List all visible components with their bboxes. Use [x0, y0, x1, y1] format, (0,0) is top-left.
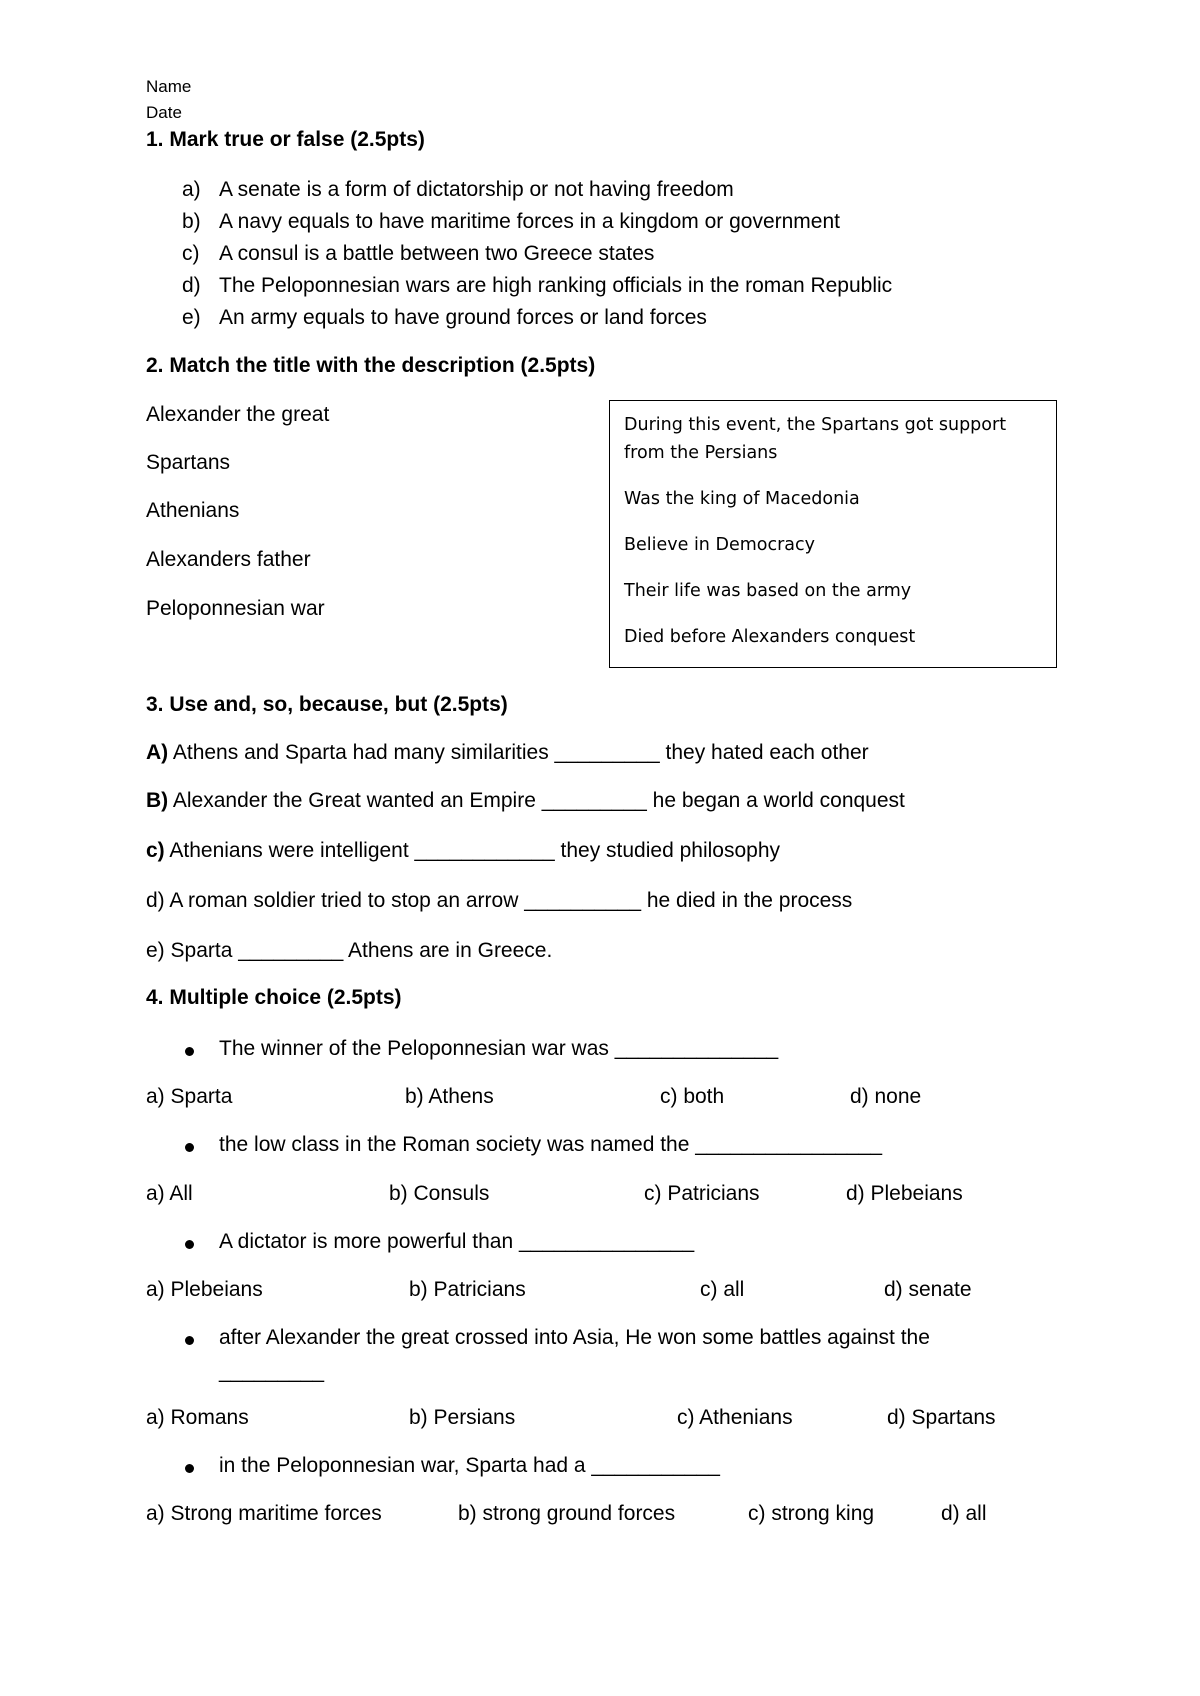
- tf-item-a: A senate is a form of dictatorship or not having freedom: [219, 178, 734, 201]
- mc-question: A dictator is more powerful than _______________: [219, 1230, 695, 1253]
- fill-blank-text: Alexander the Great wanted an Empire _________ he began a world conquest: [172, 789, 905, 812]
- fill-blank-item: [146, 839, 780, 863]
- tf-marker-d: d): [182, 274, 201, 297]
- mc-option: a) Plebeians: [146, 1278, 263, 1301]
- mc-option: b) Athens: [405, 1085, 494, 1108]
- tf-item-c: A consul is a battle between two Greece states: [219, 242, 655, 265]
- mc-question: the low class in the Roman society was named the ________________: [219, 1133, 883, 1156]
- mc-option: b) strong ground forces: [458, 1502, 676, 1525]
- match-description: Was the king of Macedonia: [624, 489, 860, 509]
- mc-option: c) all: [700, 1278, 745, 1301]
- bullet-icon: [185, 1240, 194, 1249]
- fill-blank-marker: B): [146, 789, 169, 812]
- bullet-icon: [185, 1047, 194, 1056]
- mc-question: after Alexander the great crossed into Asia, He won some battles against the: [219, 1326, 930, 1349]
- fill-blank-marker: d): [146, 889, 165, 912]
- fill-blank-marker: A): [146, 741, 169, 764]
- fill-blank-text: Sparta _________ Athens are in Greece.: [170, 939, 553, 962]
- bullet-icon: [185, 1336, 194, 1345]
- mc-option: d) all: [941, 1502, 987, 1525]
- mc-option: a) Sparta: [146, 1085, 233, 1108]
- tf-marker-c: c): [182, 242, 200, 265]
- section4-heading: 4. Multiple choice (2.5pts): [146, 986, 402, 1009]
- section1-heading: 1. Mark true or false (2.5pts): [146, 128, 425, 151]
- mc-option: d) Spartans: [887, 1406, 996, 1429]
- fill-blank-text: Athenians were intelligent ____________ they studied philosophy: [169, 839, 780, 862]
- mc-option: c) both: [660, 1085, 725, 1108]
- fill-blank-item: [146, 741, 869, 765]
- mc-option: a) Romans: [146, 1406, 249, 1429]
- mc-option: b) Patricians: [409, 1278, 526, 1301]
- mc-option: d) senate: [884, 1278, 972, 1301]
- mc-question-blank: _________: [219, 1360, 325, 1383]
- tf-marker-b: b): [182, 210, 201, 233]
- mc-option: c) strong king: [748, 1502, 875, 1525]
- fill-blank-item: [146, 939, 552, 963]
- fill-blank-item: [146, 789, 905, 813]
- mc-option: b) Consuls: [389, 1182, 490, 1205]
- description-box: [609, 400, 1057, 668]
- match-description: During this event, the Spartans got support from the Persians: [624, 415, 1007, 463]
- tf-marker-e: e): [182, 306, 201, 329]
- fill-blank-item: [146, 889, 852, 913]
- fill-blank-marker: c): [146, 839, 165, 862]
- mc-option: d) Plebeians: [846, 1182, 963, 1205]
- match-description: Died before Alexanders conquest: [624, 627, 916, 647]
- section3-heading: 3. Use and, so, because, but (2.5pts): [146, 693, 508, 716]
- mc-option: a) Strong maritime forces: [146, 1502, 382, 1525]
- fill-blank-text: Athens and Sparta had many similarities _________ they hated each other: [172, 741, 869, 764]
- fill-blank-text: A roman soldier tried to stop an arrow __________ he died in the process: [169, 889, 853, 912]
- section2-heading: 2. Match the title with the description (2.5pts): [146, 354, 596, 377]
- bullet-icon: [185, 1464, 194, 1473]
- mc-option: b) Persians: [409, 1406, 516, 1429]
- mc-option: c) Athenians: [677, 1406, 793, 1429]
- mc-option: d) none: [850, 1085, 922, 1108]
- tf-item-d: The Peloponnesian wars are high ranking officials in the roman Republic: [219, 274, 893, 297]
- date-label: Date: [146, 103, 182, 122]
- mc-question: in the Peloponnesian war, Sparta had a ___________: [219, 1454, 720, 1477]
- tf-item-b: A navy equals to have maritime forces in a kingdom or government: [219, 210, 840, 233]
- match-title: Peloponnesian war: [146, 597, 325, 620]
- mc-option: c) Patricians: [644, 1182, 760, 1205]
- name-label: Name: [146, 77, 192, 96]
- mc-question: The winner of the Peloponnesian war was ______________: [219, 1037, 779, 1060]
- tf-item-e: An army equals to have ground forces or land forces: [219, 306, 707, 329]
- fill-blank-marker: e): [146, 939, 165, 962]
- match-title: Spartans: [146, 451, 231, 474]
- bullet-icon: [185, 1143, 194, 1152]
- match-title: Alexanders father: [146, 548, 311, 571]
- match-description: Believe in Democracy: [624, 535, 815, 555]
- match-title: Athenians: [146, 499, 240, 522]
- match-description: Their life was based on the army: [624, 581, 912, 601]
- tf-marker-a: a): [182, 178, 201, 201]
- match-title: Alexander the great: [146, 403, 330, 426]
- mc-option: a) All: [146, 1182, 193, 1205]
